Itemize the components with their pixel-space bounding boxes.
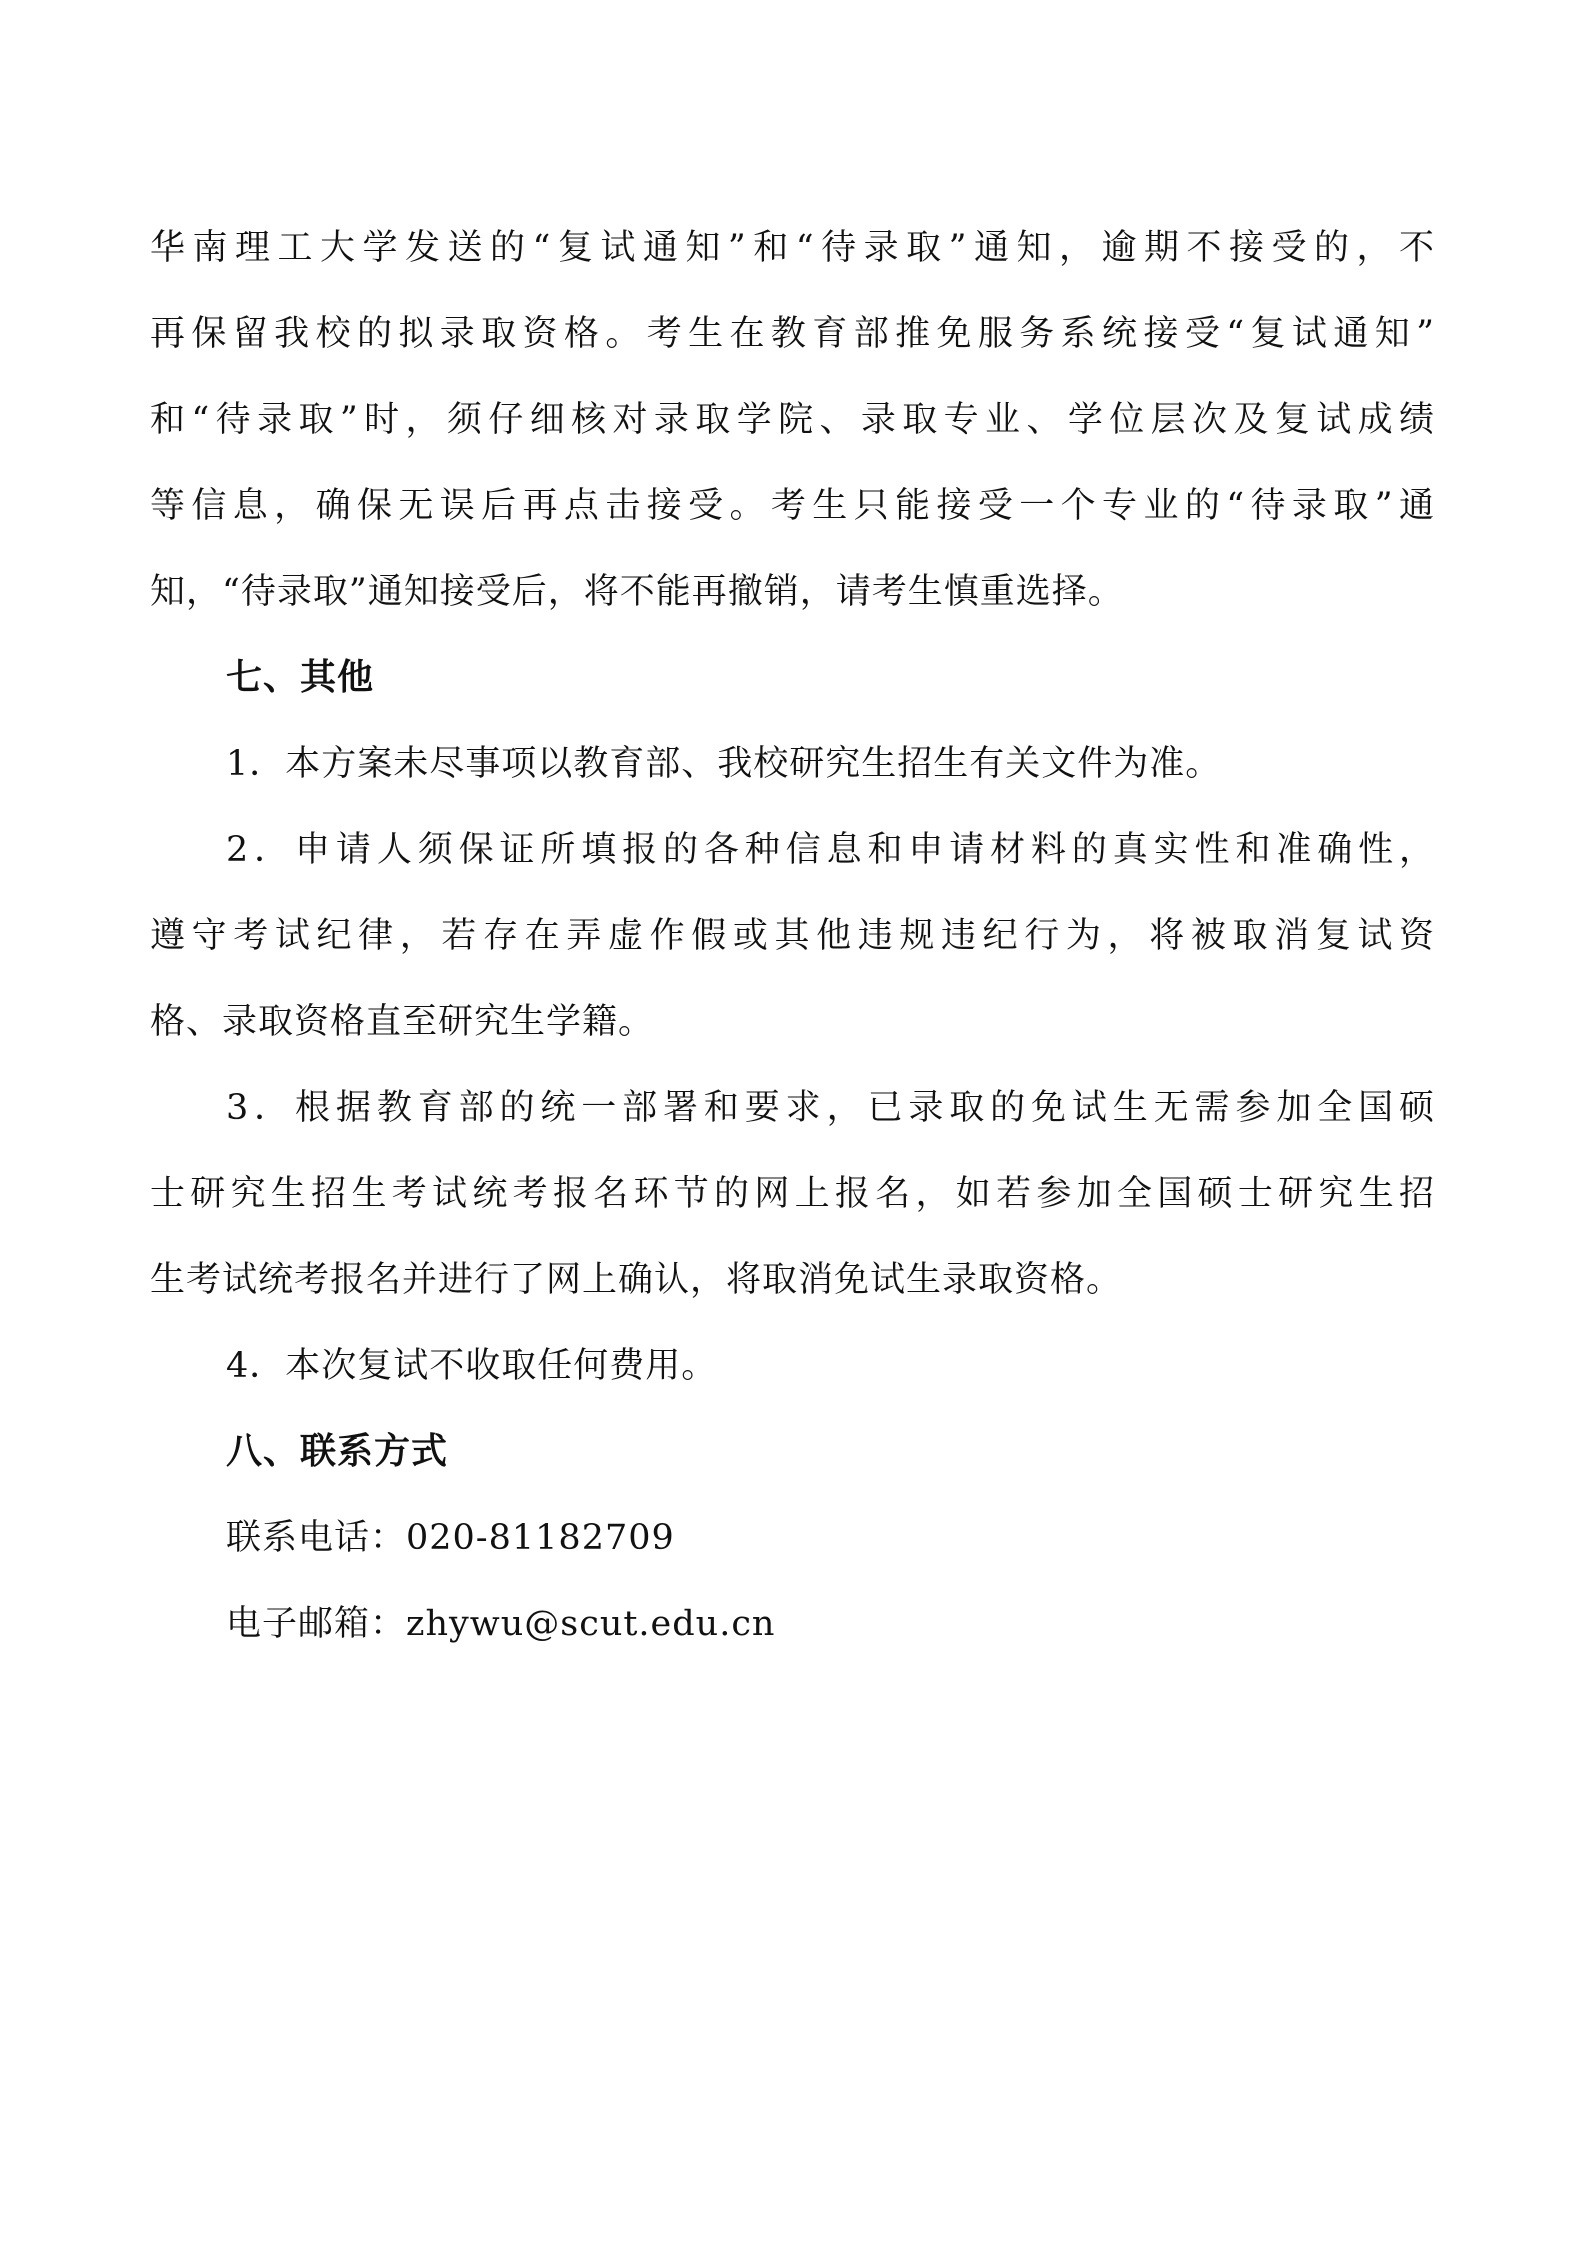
contact-email: 电子邮箱：zhywu@scut.edu.cn xyxy=(226,1604,776,1644)
paragraph-line: 华南理工大学发送的“复试通知”和“待录取”通知，逾期不接受的，不 xyxy=(150,228,1435,268)
paragraph-line: 3．根据教育部的统一部署和要求，已录取的免试生无需参加全国硕 xyxy=(226,1088,1435,1128)
paragraph-line: 2．申请人须保证所填报的各种信息和申请材料的真实性和准确性， xyxy=(226,830,1435,870)
document-content xyxy=(150,205,1435,1667)
intro-paragraph xyxy=(150,205,1435,635)
paragraph-line: 遵守考试纪律，若存在弄虚作假或其他违规违纪行为，将被取消复试资 xyxy=(150,916,1435,956)
section-7-heading: 七、其他 xyxy=(226,657,375,698)
paragraph-line: 生考试统考报名并进行了网上确认，将取消免试生录取资格。 xyxy=(150,1260,1123,1300)
section-7-item-1 xyxy=(150,721,1435,807)
section-7-item-3 xyxy=(150,1065,1435,1323)
section-8-heading: 八、联系方式 xyxy=(226,1431,449,1472)
paragraph-line: 格、录取资格直至研究生学籍。 xyxy=(150,1002,655,1042)
paragraph-line: 1．本方案未尽事项以教育部、我校研究生招生有关文件为准。 xyxy=(226,744,1222,784)
section-7-item-2 xyxy=(150,807,1435,1065)
section-7-item-4 xyxy=(150,1323,1435,1409)
paragraph-line: 再保留我校的拟录取资格。考生在教育部推免服务系统接受“复试通知” xyxy=(150,314,1435,354)
paragraph-line: 知，“待录取”通知接受后，将不能再撤销，请考生慎重选择。 xyxy=(150,572,1124,612)
paragraph-line: 4．本次复试不收取任何费用。 xyxy=(226,1346,718,1386)
paragraph-line: 士研究生招生考试统考报名环节的网上报名，如若参加全国硕士研究生招 xyxy=(150,1174,1435,1214)
paragraph-line: 等信息，确保无误后再点击接受。考生只能接受一个专业的“待录取”通 xyxy=(150,486,1435,526)
contact-phone: 联系电话：020-81182709 xyxy=(226,1518,675,1558)
paragraph-line: 和“待录取”时，须仔细核对录取学院、录取专业、学位层次及复试成绩 xyxy=(150,400,1435,440)
